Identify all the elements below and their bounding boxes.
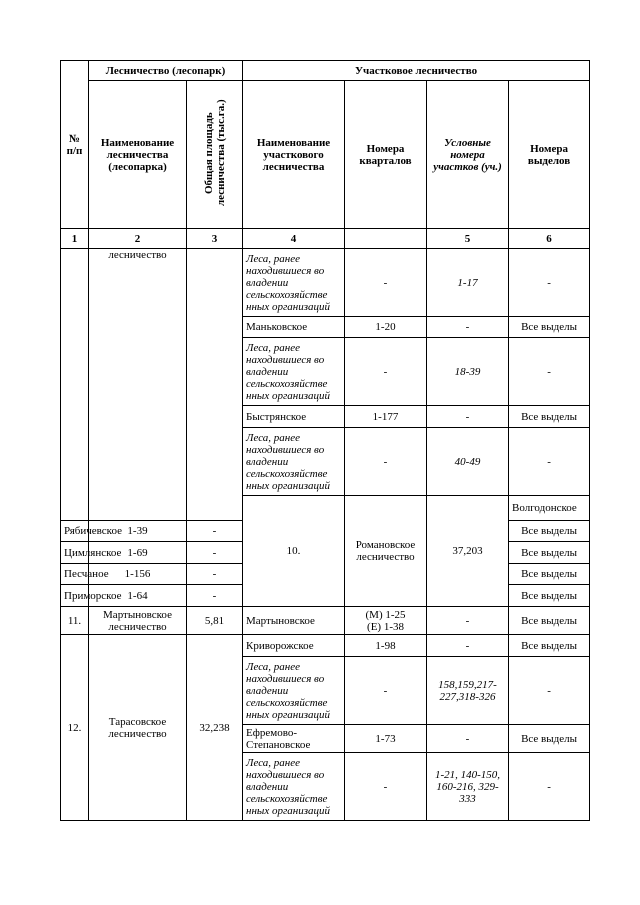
header-sections: Номера выделов — [509, 81, 590, 229]
quarters-cell: 1-64 — [89, 585, 187, 607]
plots-cell: - — [187, 542, 243, 564]
header-no: № п/п — [61, 61, 89, 229]
plots-cell: 1-21, 140-150, 160-216, 329-333 — [427, 753, 509, 821]
sections-cell: Все выделы — [509, 635, 590, 657]
district-bystryanskoe: Быстрянское — [243, 406, 345, 428]
district-former-agri: Леса, ранее находившиеся во владении сельскохозяйстве нных организаций — [243, 428, 345, 496]
quarters-cell: 1-73 — [345, 725, 427, 753]
sections-cell: Все выделы — [509, 406, 590, 428]
district-primorskoe: Приморское — [61, 585, 89, 607]
colnum-2: 2 — [89, 229, 187, 249]
row-no-blank — [61, 249, 89, 521]
plots-cell: - — [187, 564, 243, 585]
row-no-12: 12. — [61, 635, 89, 821]
plots-cell: - — [187, 521, 243, 542]
district-peschanoe: Песчаное — [61, 564, 89, 585]
sections-cell: - — [509, 657, 590, 725]
quarters-cell: 1-156 — [89, 564, 187, 585]
plots-cell: - — [427, 725, 509, 753]
quarters-cell: 1-20 — [345, 317, 427, 338]
sections-cell: - — [509, 338, 590, 406]
header-forestry-name: Наименование лесничества (лесопарка) — [89, 81, 187, 229]
sections-cell: Все выделы — [509, 521, 590, 542]
colnum-3: 3 — [187, 229, 243, 249]
header-area-cell — [187, 81, 243, 229]
row-no-11: 11. — [61, 607, 89, 635]
area-romanovskoe: 37,203 — [427, 496, 509, 607]
forestry-table — [60, 60, 590, 821]
sections-cell: Все выделы — [509, 542, 590, 564]
quarters-cell: 1-177 — [345, 406, 427, 428]
plots-cell: 1-17 — [427, 249, 509, 317]
plots-cell: - — [427, 406, 509, 428]
district-former-agri: Леса, ранее находившиеся во владении сельскохозяйстве нных организаций — [243, 753, 345, 821]
sections-cell: Все выделы — [509, 585, 590, 607]
district-tsimlyanskoe: Цимлянское — [61, 542, 89, 564]
quarters-e: (Е) 1-38 — [367, 620, 404, 633]
sections-cell: - — [509, 428, 590, 496]
district-ryabichevskoe: Рябичевское — [61, 521, 89, 542]
plots-cell: - — [427, 607, 509, 635]
sections-cell: - — [509, 249, 590, 317]
sections-cell: Все выделы — [509, 725, 590, 753]
area-tarasovskoe: 32,238 — [187, 635, 243, 821]
colnum-1: 1 — [61, 229, 89, 249]
header-area: Общая площадь лесничества (тыс.га.) — [202, 99, 227, 207]
quarters-cell — [345, 607, 427, 635]
quarters-m: (М) 1-25 — [365, 608, 406, 621]
plots-cell: 40-49 — [427, 428, 509, 496]
district-efremovo: Ефремово-Степановское — [243, 725, 345, 753]
header-quarters: Номера кварталов — [345, 81, 427, 229]
district-former-agri: Леса, ранее находившиеся во владении сельскохозяйстве нных организаций — [243, 338, 345, 406]
sections-cell: Все выделы — [509, 564, 590, 585]
forestry-martynovskoe: Мартыновское лесничество — [89, 607, 187, 635]
quarters-cell: - — [345, 249, 427, 317]
plots-cell: - — [427, 317, 509, 338]
quarters-cell: 1-69 — [89, 542, 187, 564]
colnum-5: 5 — [427, 229, 509, 249]
quarters-cell: 1-39 — [89, 521, 187, 542]
quarters-cell: - — [345, 753, 427, 821]
area-blank — [187, 249, 243, 521]
forestry-name-cont: лесничество — [89, 249, 187, 521]
header-district-name: Наименование участкового лесничества — [243, 81, 345, 229]
forestry-romanovskoe: Романовское лесничество — [345, 496, 427, 607]
area-martynovskoe: 5,81 — [187, 607, 243, 635]
header-district-group: Участковое лесничество — [243, 61, 590, 81]
colnum-blank — [345, 229, 427, 249]
plots-cell: 158,159,217-227,318-326 — [427, 657, 509, 725]
quarters-cell: - — [345, 338, 427, 406]
sections-cell: Все выделы — [509, 317, 590, 338]
district-former-agri: Леса, ранее находившиеся во владении сельскохозяйстве нных организаций — [243, 657, 345, 725]
district-martynovskoe: Мартыновское — [243, 607, 345, 635]
district-volgodonskoe: Волгодонское — [509, 496, 590, 521]
plots-cell: 18-39 — [427, 338, 509, 406]
quarters-cell: 1-98 — [345, 635, 427, 657]
forestry-tarasovskoe: Тарасовское лесничество — [89, 635, 187, 821]
plots-cell: - — [187, 585, 243, 607]
header-forestry-group: Лесничество (лесопарк) — [89, 61, 243, 81]
quarters-cell: - — [345, 428, 427, 496]
header-plots: Условные номера участков (уч.) — [427, 81, 509, 229]
plots-cell: - — [427, 635, 509, 657]
quarters-cell: - — [345, 657, 427, 725]
colnum-6: 6 — [509, 229, 590, 249]
row-no-10: 10. — [243, 496, 345, 607]
colnum-4: 4 — [243, 229, 345, 249]
sections-cell: - — [509, 753, 590, 821]
sections-cell: Все выделы — [509, 607, 590, 635]
district-mankovskoe: Маньковское — [243, 317, 345, 338]
district-former-agri: Леса, ранее находившиеся во владении сельскохозяйстве нных организаций — [243, 249, 345, 317]
district-krivorozhskoe: Криворожское — [243, 635, 345, 657]
